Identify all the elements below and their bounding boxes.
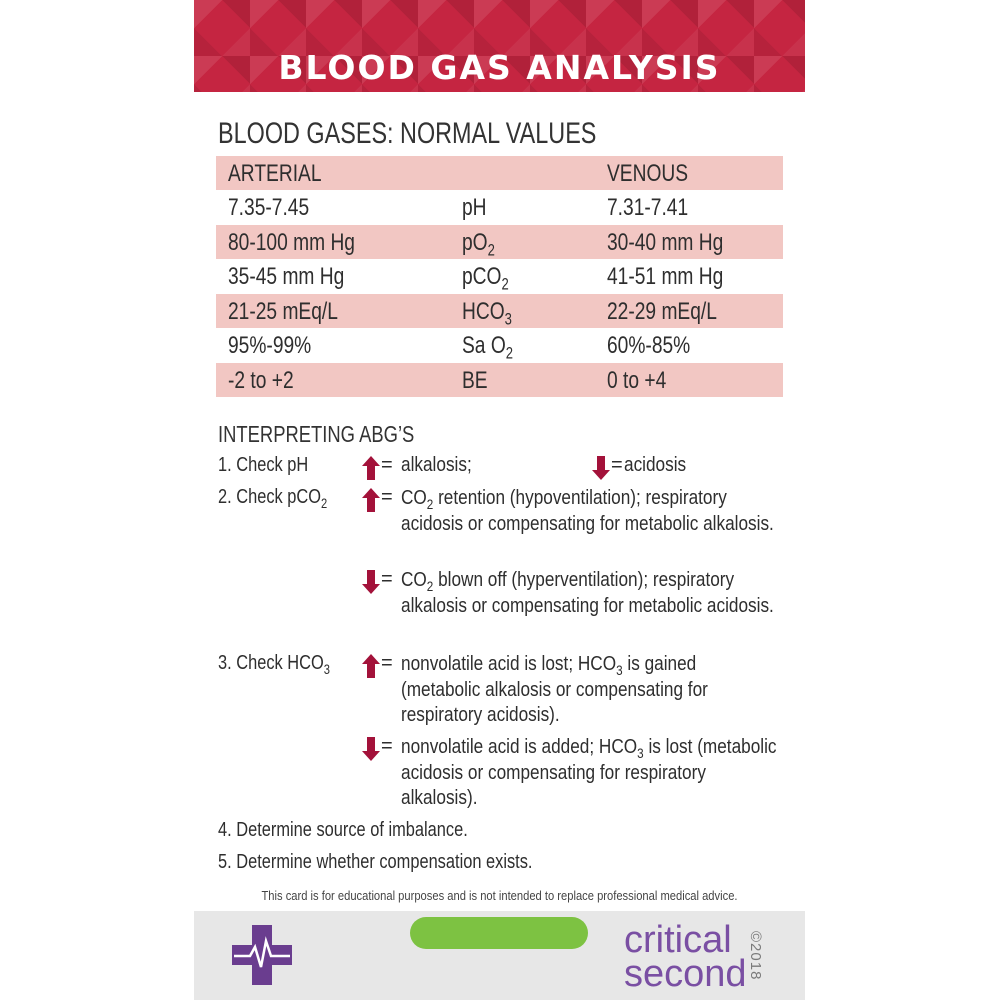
venous-value: 60%-85%: [607, 332, 691, 359]
equals-sign: =: [381, 454, 393, 476]
table-header-row: [216, 156, 783, 190]
venous-value: 7.31-7.41: [607, 194, 689, 221]
venous-value: 30-40 mm Hg: [607, 228, 724, 256]
arterial-header: ARTERIAL: [228, 160, 322, 187]
arrow-up-icon: [362, 488, 380, 512]
arterial-value: 21-25 mEq/L: [228, 297, 338, 325]
step-2-up-text: $CO_2$ retention (hypoventilation); respiratory acidosis or compensating for metabolic alkalosis.: [401, 487, 774, 535]
table-row: [216, 328, 783, 363]
normal-values-heading: BLOOD GASES: NORMAL VALUES: [218, 117, 597, 150]
step-3-label: 3. Check $HCO_3$: [218, 652, 330, 677]
step-1-label: 1. Check pH: [218, 454, 309, 476]
step-2-down-text: $CO_2$ blown off (hyperventilation); respiratory alkalosis or compensating for metabolic acidosis.: [401, 569, 774, 617]
copyright: ©2018: [747, 931, 764, 981]
interpreting-heading: INTERPRETING ABG’S: [218, 421, 415, 447]
normal-values-table: [216, 156, 783, 397]
title-banner: [194, 0, 805, 92]
brand-name-line-1: critical: [624, 919, 732, 961]
step-4-label: 4. Determine source of imbalance.: [218, 819, 468, 841]
equals-sign: =: [381, 735, 393, 757]
parameter-name: pH: [462, 194, 487, 221]
step-3-up-text: nonvolatile acid is lost; $HCO_3$ is gained (metabolic alkalosis or compensating for respiratory acidosis).: [401, 653, 708, 726]
arrow-down-icon: [362, 570, 380, 594]
arterial-value: 7.35-7.45: [228, 194, 310, 221]
venous-value: 22-29 mEq/L: [607, 297, 717, 325]
reference-card: [194, 0, 805, 1000]
arterial-value: 95%-99%: [228, 332, 312, 359]
parameter-name: Sa $O_2$: [462, 332, 514, 363]
arrow-down-icon: [592, 456, 610, 480]
arrow-up-icon: [362, 654, 380, 678]
venous-value: 41-51 mm Hg: [607, 263, 724, 290]
table-row: [216, 363, 783, 398]
arrow-down-icon: [362, 737, 380, 761]
venous-value: 0 to +4: [607, 366, 667, 394]
step-5-label: 5. Determine whether compensation exists.: [218, 851, 533, 873]
parameter-name: pCO$_2$: [462, 263, 509, 294]
step-3-down-text: nonvolatile acid is added; $HCO_3$ is lost (metabolic acidosis or compensating for respiratory alkalosis).: [401, 736, 777, 809]
banner-title: BLOOD GAS ANALYSIS: [278, 48, 721, 87]
arterial-value: 35-45 mm Hg: [228, 263, 345, 290]
step-1-up-text: alkalosis;: [401, 454, 472, 476]
venous-header: VENOUS: [607, 160, 689, 187]
arterial-value: 80-100 mm Hg: [228, 228, 355, 256]
disclaimer: This card is for educational purposes and is not intended to replace professional medical advice.: [261, 888, 738, 903]
footer: [194, 911, 805, 1000]
equals-sign: =: [381, 652, 393, 674]
equals-sign: =: [381, 486, 393, 508]
table-row: [216, 294, 783, 329]
medical-cross-ecg-icon: [230, 923, 294, 987]
equals-sign: =: [381, 568, 393, 590]
step-1-down-text: acidosis: [624, 454, 687, 476]
table-row: [216, 225, 783, 260]
brand-name-line-2: second: [624, 953, 747, 995]
equals-sign: =: [611, 454, 623, 476]
parameter-name: BE: [462, 366, 488, 394]
step-2-label: 2. Check pCO$_2$: [218, 486, 328, 511]
parameter-name: $HCO_3$: [462, 297, 512, 329]
table-row: [216, 190, 783, 225]
parameter-name: $pO_2$: [462, 228, 495, 260]
arrow-up-icon: [362, 456, 380, 480]
table-row: [216, 259, 783, 294]
arterial-value: -2 to +2: [228, 366, 294, 394]
green-pill-decoration: [410, 917, 588, 949]
